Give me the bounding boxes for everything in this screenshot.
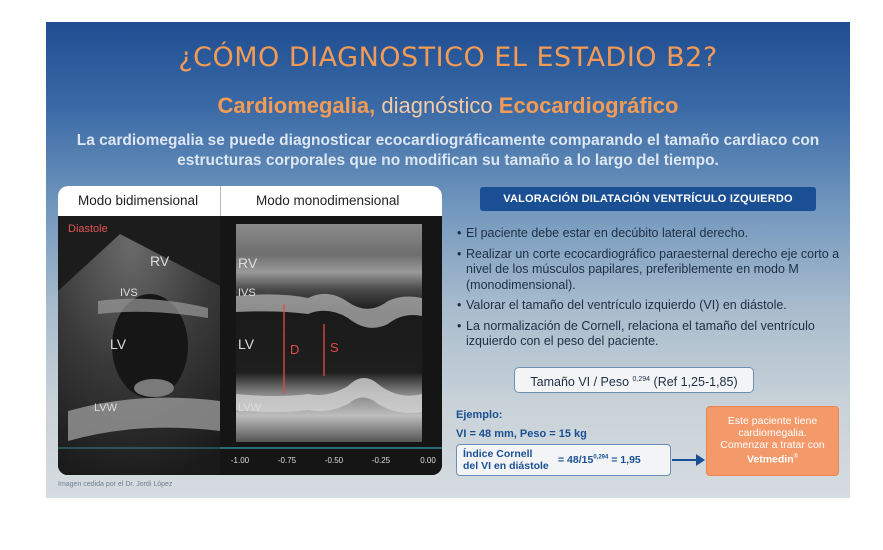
brand-name: Vetmedin	[746, 453, 794, 466]
label-2d-ivs: IVS	[120, 287, 138, 299]
tab-monodimensional: Modo monodimensional	[256, 193, 400, 208]
label-2d-rv: RV	[150, 253, 170, 269]
tab-bidimensional: Modo bidimensional	[78, 193, 199, 208]
bullet-item: • Realizar un corte ecocardiográfico paraesternal derecho eje corto a nivel de los músculos papilares, preferiblemente en modo M (monodimensional).	[457, 247, 842, 294]
intro-text: La cardiomegalia se puede diagnosticar ecocardiográficamente comparando el tamaño cardiaco con estructuras corporales que no modifican su tamaño a lo largo del tiempo.	[76, 132, 820, 169]
index-value	[558, 454, 641, 466]
index-value-pre: = 48/15	[558, 454, 594, 466]
arrow-right-icon	[672, 453, 706, 467]
time-tick-label: -0.25	[371, 456, 391, 465]
formula-box	[514, 367, 754, 393]
conclusion-box	[706, 406, 839, 476]
label-2d-lvw: LVW	[94, 402, 118, 414]
time-tick-label: 0.00	[420, 456, 436, 465]
label-m-ivs: IVS	[238, 287, 256, 299]
brand-mark: ®	[793, 454, 799, 460]
section-title: VALORACIÓN DILATACIÓN VENTRÍCULO IZQUIERDO	[480, 187, 816, 211]
bullet-item: • La normalización de Cornell, relaciona el tamaño del ventrículo izquierdo con el peso del paciente.	[457, 319, 842, 350]
subtitle-part3: Ecocardiográfico	[498, 93, 679, 118]
subtitle	[46, 93, 850, 119]
page-title: ¿CÓMO DIAGNOSTICO EL ESTADIO B2?	[178, 42, 718, 73]
2d-papillary	[134, 379, 174, 397]
formula-text: Tamaño VI / Peso	[530, 375, 630, 390]
formula-exponent: 0,294	[632, 376, 651, 383]
result-box	[456, 444, 671, 476]
label-2d-lv: LV	[110, 336, 127, 352]
index-label-line1: Índice Cornell	[463, 448, 533, 460]
label-m-lv: LV	[238, 336, 255, 352]
divider	[220, 186, 221, 216]
echo-header	[58, 186, 442, 216]
label-m-rv: RV	[238, 255, 258, 271]
time-tick-label: -0.50	[324, 456, 344, 465]
slide	[46, 22, 850, 498]
echo-image	[58, 216, 442, 475]
label-diastole: Diastole	[68, 223, 108, 235]
image-credit: Imagen cedida por el Dr. Jordi López	[58, 481, 173, 488]
bullet-item: • El paciente debe estar en decúbito lateral derecho.	[457, 226, 842, 242]
bullet-list	[457, 226, 842, 355]
index-label-line2: del VI en diástole	[463, 460, 549, 472]
label-m-lvw: LVW	[238, 402, 262, 414]
index-value-exp: 0,294	[593, 454, 609, 461]
example-values: VI = 48 mm, Peso = 15 kg	[456, 428, 587, 440]
example-label: Ejemplo:	[456, 409, 503, 421]
time-tick-label: -0.75	[277, 456, 297, 465]
conclusion-line1: Este paciente tiene	[727, 415, 818, 427]
bullet-item: • Valorar el tamaño del ventrículo izquierdo (VI) en diástole.	[457, 298, 842, 314]
conclusion-line2: cardiomegalia.	[738, 427, 807, 439]
index-value-post: = 1,95	[608, 454, 641, 466]
echocardiogram-panel	[58, 186, 442, 475]
subtitle-part2: diagnóstico	[375, 93, 499, 118]
label-s: S	[330, 340, 339, 355]
subtitle-part1: Cardiomegalia,	[217, 93, 376, 118]
time-tick-label: -1.00	[230, 456, 250, 465]
conclusion-line3: Comenzar a tratar con	[720, 439, 825, 451]
label-d: D	[290, 342, 300, 357]
index-label	[463, 448, 549, 472]
formula-ref: (Ref 1,25-1,85)	[650, 375, 738, 390]
